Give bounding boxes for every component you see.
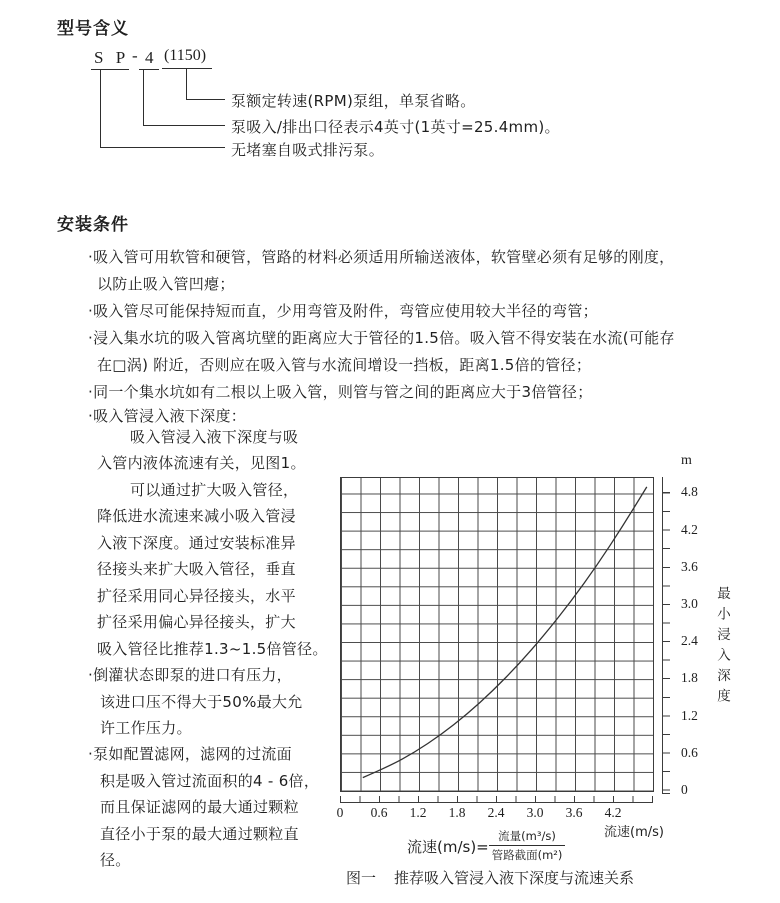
left-col-line: ·倒灌状态即泵的进口有压力， [88,666,292,684]
model-code-speed: (1150) [164,47,207,64]
model-section-title: 型号含义 [57,19,129,39]
left-col-line: 扩径采用同心异径接头，水平 [97,587,296,605]
y-axis-ruler [662,477,670,794]
formula-denominator: 管路截面(m²) [491,848,563,862]
connector-speed-v [186,68,187,99]
install-line: 在□涡) 附近，否则应在吸入管与水流间增设一挡板，距离1.5倍的管径； [97,356,592,374]
velocity-formula-lhs: 流速(m/s)= [407,838,489,856]
y-tick-label: 1.8 [681,670,698,685]
depth-curve [363,487,647,778]
install-line: ·吸入管尽可能保持短而直，少用弯管及附件，弯管应使用较大半径的弯管； [88,302,598,320]
install-section-title: 安装条件 [57,215,129,235]
left-col-line: 可以通过扩大吸入管径， [130,481,299,499]
x-tick-label: 1.8 [448,805,466,820]
left-col-line: 入管内液体流速有关，见图1。 [97,454,306,472]
left-col-line: 降低进水流速来减小吸入管浸 [97,507,296,525]
install-line: ·浸入集水坑的吸入管离坑壁的距离应大于管径的1.5倍。吸入管不得安装在水流(可能存 [88,329,675,347]
underline-series [91,69,129,70]
figure-label: 图一 [346,869,377,887]
formula-numerator: 流量(m³/s) [489,828,565,846]
left-col-line: 吸入管浸入液下深度与吸 [130,428,299,446]
x-tick-label: 0.6 [370,805,388,820]
x-tick-label: 3.0 [526,805,544,820]
left-col-line: 径。 [100,851,131,869]
connector-series-v [100,69,101,148]
model-code-dash: - [132,46,138,65]
x-tick-label: 2.4 [487,805,505,820]
y-tick-label: 3.0 [681,596,698,611]
x-tick-label: 3.6 [565,805,583,820]
callout-series: 无堵塞自吸式排污泵。 [231,141,385,159]
left-col-line: 直径小于泵的最大通过颗粒直 [100,825,299,843]
connector-size-h [143,125,225,126]
velocity-formula-fraction [489,828,565,863]
connector-series-h [100,147,225,148]
left-col-line: 该进口压不得大于50%最大允 [100,693,303,711]
left-col-line: 扩径采用偏心异径接头，扩大 [97,613,296,631]
install-line: ·同一个集水坑如有二根以上吸入管，则管与管之间的距离应大于3倍管径； [88,383,593,401]
y-tick-label: 3.6 [681,559,698,574]
x-axis-ruler [340,796,653,803]
y-tick-label: 4.8 [681,484,698,499]
connector-speed-h [186,99,225,100]
left-col-line: 许工作压力。 [100,719,192,737]
y-tick-label: 2.4 [681,633,698,648]
callout-size: 泵吸入/排出口径表示4英寸(1英寸=25.4mm)。 [231,118,560,136]
y-tick-label: 1.2 [681,708,698,723]
x-axis-title: 流速(m/s) [604,825,664,840]
x-tick-label: 1.2 [409,805,427,820]
model-code-size: 4 [145,48,154,67]
y-axis-title: 最小浸入深度 [714,586,730,709]
left-col-line: 径接头来扩大吸入管径，垂直 [97,560,296,578]
chart-curve-canvas [340,477,652,790]
underline-speed [162,68,212,69]
x-tick-label: 4.2 [604,805,622,820]
x-tick-label: 0 [336,805,344,820]
y-tick-label: 4.2 [681,522,698,537]
y-axis-unit: m [681,453,692,468]
figure-caption [346,867,634,888]
left-col-line: 吸入管径比推荐1.3~1.5倍管径。 [97,640,328,658]
left-col-line: 积是吸入管过流面积的4 - 6倍， [100,772,320,790]
callout-speed: 泵额定转速(RPM)泵组，单泵省略。 [231,92,476,110]
model-code-series: S P [94,48,130,67]
left-col-line: ·泵如配置滤网，滤网的过流面 [88,745,292,763]
install-line: 以防止吸入管凹瘪； [97,275,235,293]
underline-size [139,69,159,70]
y-tick-label: 0 [681,782,688,797]
connector-size-v [143,69,144,126]
y-tick-label: 0.6 [681,745,698,760]
install-line: ·吸入管可用软管和硬管，管路的材料必须适用所输送液体，软管壁必须有足够的刚度， [88,248,675,266]
left-col-line: 入液下深度。通过安装标准异 [97,534,296,552]
left-col-line: 而且保证滤网的最大通过颗粒 [100,798,299,816]
install-line: ·吸入管浸入液下深度： [88,407,247,425]
figure-caption-text: 推荐吸入管浸入液下深度与流速关系 [394,869,635,887]
